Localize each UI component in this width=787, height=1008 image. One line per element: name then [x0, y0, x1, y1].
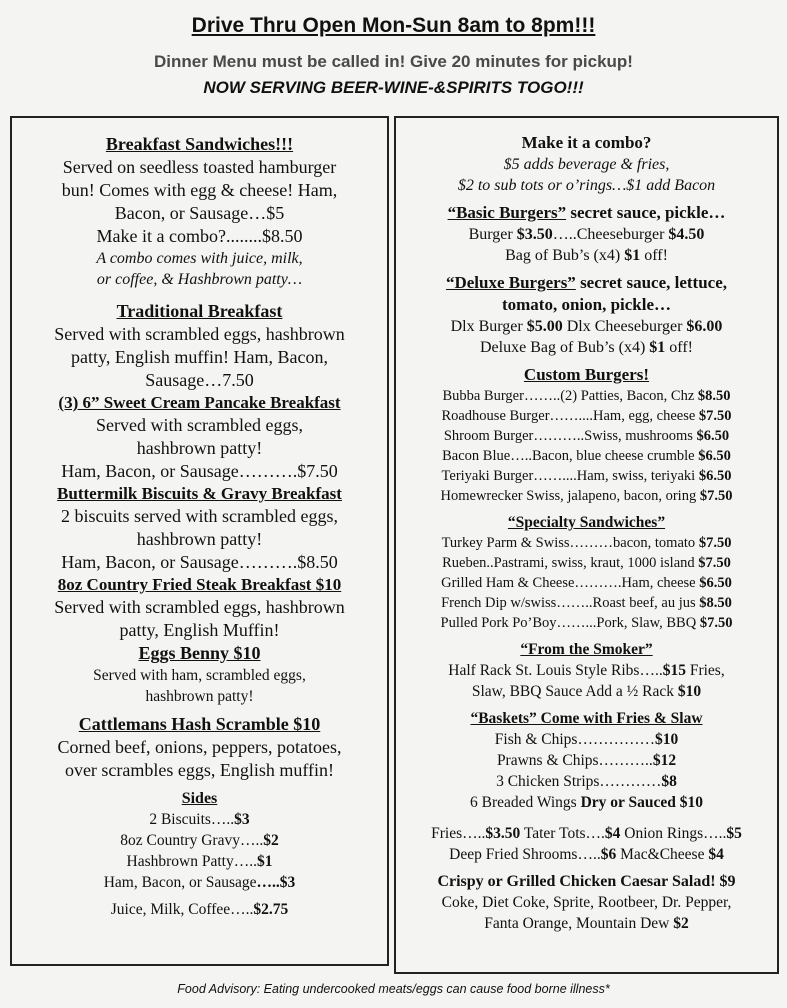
drinks-section: [396, 892, 777, 934]
description-line: Corned beef, onions, peppers, potatoes,: [57, 737, 342, 757]
combo-note: or coffee, & Hashbrown patty…: [96, 271, 303, 288]
item-price: $15: [662, 662, 686, 679]
menu-item: [396, 224, 777, 245]
description-line: Sausage…7.50: [145, 370, 254, 390]
custom-burgers-section: [396, 364, 777, 506]
specialty-sandwiches-section: [396, 512, 777, 633]
description-line: hashbrown patty!: [136, 529, 263, 549]
item-name: 8oz Country Gravy…..: [120, 832, 264, 849]
menu-item: [396, 844, 777, 865]
menu-item: [12, 851, 387, 872]
menu-item: [396, 553, 777, 573]
item-price: $6.50: [698, 448, 731, 464]
section-note: secret sauce, lettuce,: [575, 273, 728, 292]
section-title: [396, 202, 777, 224]
description-line: Served on seedless toasted hamburger: [62, 157, 337, 177]
item-name: Pulled Pork Po’Boy……...Pork, Slaw, BBQ: [440, 615, 700, 631]
breakfast-column: [12, 133, 387, 920]
item-name: Ham, Bacon, or Sausage: [103, 874, 257, 891]
item-price: $8.50: [699, 595, 732, 611]
hash-scramble-section: [12, 713, 387, 782]
description-line: $2 to sub tots or o’rings…$1 add Bacon: [457, 177, 716, 194]
description-line: Served with scrambled eggs, hashbrown: [54, 597, 345, 617]
item-price: $5.00: [526, 318, 563, 335]
menu-item: [396, 750, 777, 771]
combo-price: Make it a combo?........$8.50: [96, 226, 303, 246]
item-price: $4: [708, 846, 724, 863]
menu-item: [12, 830, 387, 851]
item-name: Grilled Ham & Cheese……….Ham, cheese: [441, 575, 700, 591]
item-name: Mac&Cheese: [616, 846, 709, 863]
item-price: $2: [673, 915, 689, 932]
traditional-breakfast-section: [12, 300, 387, 392]
section-title: “From the Smoker”: [520, 641, 653, 658]
menu-item: [396, 386, 777, 406]
item-price: $3: [234, 811, 250, 828]
menu-item: [396, 245, 777, 266]
salad-section: [396, 871, 777, 892]
item-price: $7.50: [699, 488, 733, 504]
drinks-list: Coke, Diet Coke, Sprite, Rootbeer, Dr. Pepper,: [441, 894, 732, 911]
item-name: Deep Fried Shrooms…..: [449, 846, 601, 863]
section-title: Cattlemans Hash Scramble $10: [78, 714, 321, 734]
item-name: Dlx Cheeseburger: [562, 318, 687, 335]
item-price: $5: [726, 825, 742, 842]
item-price: $4: [604, 825, 621, 842]
description-line: patty, English Muffin!: [119, 620, 280, 640]
menu-item: [396, 681, 777, 702]
description-line: Ham, Bacon, or Sausage……….$8.50: [61, 552, 338, 572]
section-title: Buttermilk Biscuits & Gravy Breakfast: [57, 484, 342, 503]
item-name: Half Rack St. Louis Style Ribs…..: [448, 662, 663, 679]
country-fried-steak-section: [12, 574, 387, 642]
item-price: $6: [600, 846, 617, 863]
item-name: Homewrecker Swiss, jalapeno, bacon, oring: [440, 488, 700, 504]
item-price: $10: [677, 683, 702, 700]
sides-section: [12, 788, 387, 920]
description-line: Served with ham, scrambled eggs,: [93, 667, 306, 684]
item-name: French Dip w/swiss……..Roast beef, au jus: [441, 595, 700, 611]
section-name: “Deluxe Burgers”: [445, 273, 576, 292]
description-line: Served with scrambled eggs,: [96, 415, 303, 435]
item-price: $2: [263, 832, 279, 849]
section-title: 8oz Country Fried Steak Breakfast $10: [57, 575, 342, 594]
item-price: $7.50: [698, 408, 732, 424]
item-price: $1: [256, 853, 273, 870]
item-name: Turkey Parm & Swiss………bacon, tomato: [441, 535, 699, 551]
item-name: Burger: [468, 226, 517, 243]
menu-item: [396, 466, 777, 486]
pancake-breakfast-section: [12, 392, 387, 483]
item-price: $10: [654, 731, 679, 748]
item-name: Fanta Orange, Mountain Dew: [484, 915, 674, 932]
description-line: $5 adds beverage & fries,: [503, 156, 670, 173]
combo-section: [396, 132, 777, 196]
baskets-section: [396, 708, 777, 813]
combo-note: A combo comes with juice, milk,: [96, 250, 303, 267]
item-name: Teriyaki Burger……....Ham, swiss, teriyaki: [441, 468, 699, 484]
menu-item: [396, 533, 777, 553]
item-price: Dry or Sauced $10: [580, 794, 703, 811]
item-name: Roadhouse Burger……....Ham, egg, cheese: [441, 408, 699, 424]
item-name: Fries…..: [431, 825, 486, 842]
menu-item: [396, 613, 777, 633]
description-line: over scrambles eggs, English muffin!: [64, 760, 335, 780]
item-price: $6.00: [686, 318, 723, 335]
description-line: Served with scrambled eggs, hashbrown: [54, 324, 345, 344]
item-name: Prawns & Chips………..: [496, 752, 653, 769]
item-name: Juice, Milk, Coffee…..: [110, 901, 254, 918]
item-name: Slaw, BBQ Sauce Add a ½ Rack: [471, 683, 678, 700]
eggs-benny-section: [12, 642, 387, 707]
menu-item: [396, 426, 777, 446]
item-name: 3 Chicken Strips…………: [496, 773, 662, 790]
item-name: 2 Biscuits…..: [149, 811, 235, 828]
menu-item: [396, 823, 777, 844]
drinks-list: [396, 913, 777, 934]
item-price: $6.50: [698, 468, 732, 484]
description-line: bun! Comes with egg & cheese! Ham,: [61, 180, 338, 200]
item-price: $7.50: [698, 535, 732, 551]
item-price: …..$3: [256, 874, 296, 891]
menu-item: [396, 593, 777, 613]
dinner-call-in-notice: Dinner Menu must be called in! Give 20 minutes for pickup!: [154, 52, 633, 71]
menu-item: [396, 486, 777, 506]
section-title: Crispy or Grilled Chicken Caesar Salad! $9: [437, 873, 736, 890]
section-note: secret sauce, pickle…: [566, 203, 726, 222]
item-name: off!: [665, 339, 693, 356]
extras-section: [396, 823, 777, 865]
section-note: tomato, onion, pickle…: [501, 295, 672, 314]
menu-item: [12, 809, 387, 830]
biscuits-gravy-section: [12, 483, 387, 574]
section-title: [396, 272, 777, 294]
menu-item: [396, 316, 777, 337]
item-name: Rueben..Pastrami, swiss, kraut, 1000 island: [442, 555, 699, 571]
section-title: (3) 6” Sweet Cream Pancake Breakfast: [58, 393, 341, 412]
item-price: $2.75: [253, 901, 289, 918]
menu-item: [12, 872, 387, 893]
description-line: Bacon, or Sausage…$5: [114, 203, 285, 223]
drive-thru-hours: Drive Thru Open Mon-Sun 8am to 8pm!!!: [191, 14, 596, 37]
lunch-dinner-column: [396, 132, 777, 934]
item-price: $6.50: [699, 575, 732, 591]
item-price: $4.50: [668, 226, 705, 243]
item-name: Fish & Chips……………: [494, 731, 655, 748]
section-title: Breakfast Sandwiches!!!: [105, 134, 294, 154]
item-name: Tater Tots….: [520, 825, 605, 842]
menu-item: [396, 406, 777, 426]
item-name: Fries,: [685, 662, 725, 679]
item-price: $12: [652, 752, 677, 769]
menu-item: [396, 729, 777, 750]
item-price: $6.50: [696, 428, 730, 444]
item-name: Bag of Bub’s (x4): [505, 247, 625, 264]
description-line: hashbrown patty!: [136, 438, 263, 458]
section-title: Make it a combo?: [521, 133, 652, 152]
item-price: $3.50: [485, 825, 521, 842]
menu-item: [396, 337, 777, 358]
item-name: Onion Rings…..: [620, 825, 727, 842]
section-title: Eggs Benny $10: [138, 643, 261, 663]
item-name: Hashbrown Patty…..: [126, 853, 257, 870]
item-name: Dlx Burger: [450, 318, 527, 335]
item-name: Shroom Burger………..Swiss, mushrooms: [443, 428, 697, 444]
section-name: “Basic Burgers”: [447, 203, 567, 222]
description-line: Ham, Bacon, or Sausage……….$7.50: [61, 461, 338, 481]
deluxe-burgers-section: [396, 272, 777, 358]
description-line: hashbrown patty!: [145, 688, 254, 705]
section-title: Sides: [181, 790, 218, 807]
breakfast-sandwiches-section: [12, 133, 387, 290]
item-price: $1: [649, 339, 666, 356]
item-price: $7.50: [698, 555, 731, 571]
description-line: 2 biscuits served with scrambled eggs,: [61, 506, 338, 526]
section-title: Custom Burgers!: [523, 365, 650, 384]
item-name: …..Cheeseburger: [552, 226, 669, 243]
food-advisory: Food Advisory: Eating undercooked meats/eggs can cause food borne illness*: [177, 982, 610, 996]
item-price: $3.50: [516, 226, 553, 243]
item-name: Bubba Burger……..(2) Patties, Bacon, Chz: [442, 388, 698, 404]
menu-item: [396, 573, 777, 593]
menu-item: [396, 771, 777, 792]
item-name: 6 Breaded Wings: [469, 794, 581, 811]
menu-item: [396, 660, 777, 681]
item-price: $7.50: [699, 615, 733, 631]
section-title: Traditional Breakfast: [116, 301, 283, 321]
section-title: “Baskets” Come with Fries & Slaw: [470, 710, 703, 727]
item-price: $8: [661, 773, 677, 790]
section-title: “Specialty Sandwiches”: [507, 514, 666, 531]
item-name: Bacon Blue…..Bacon, blue cheese crumble: [442, 448, 699, 464]
basic-burgers-section: [396, 202, 777, 266]
menu-item: [396, 446, 777, 466]
beer-wine-notice: NOW SERVING BEER-WINE-&SPIRITS TOGO!!!: [203, 78, 584, 97]
menu-item: [12, 899, 387, 920]
menu-item: [396, 792, 777, 813]
item-price: $8.50: [697, 388, 731, 404]
item-name: Deluxe Bag of Bub’s (x4): [479, 339, 650, 356]
smoker-section: [396, 639, 777, 702]
item-price: $1: [624, 247, 641, 264]
item-name: off!: [640, 247, 668, 264]
description-line: patty, English muffin! Ham, Bacon,: [71, 347, 328, 367]
